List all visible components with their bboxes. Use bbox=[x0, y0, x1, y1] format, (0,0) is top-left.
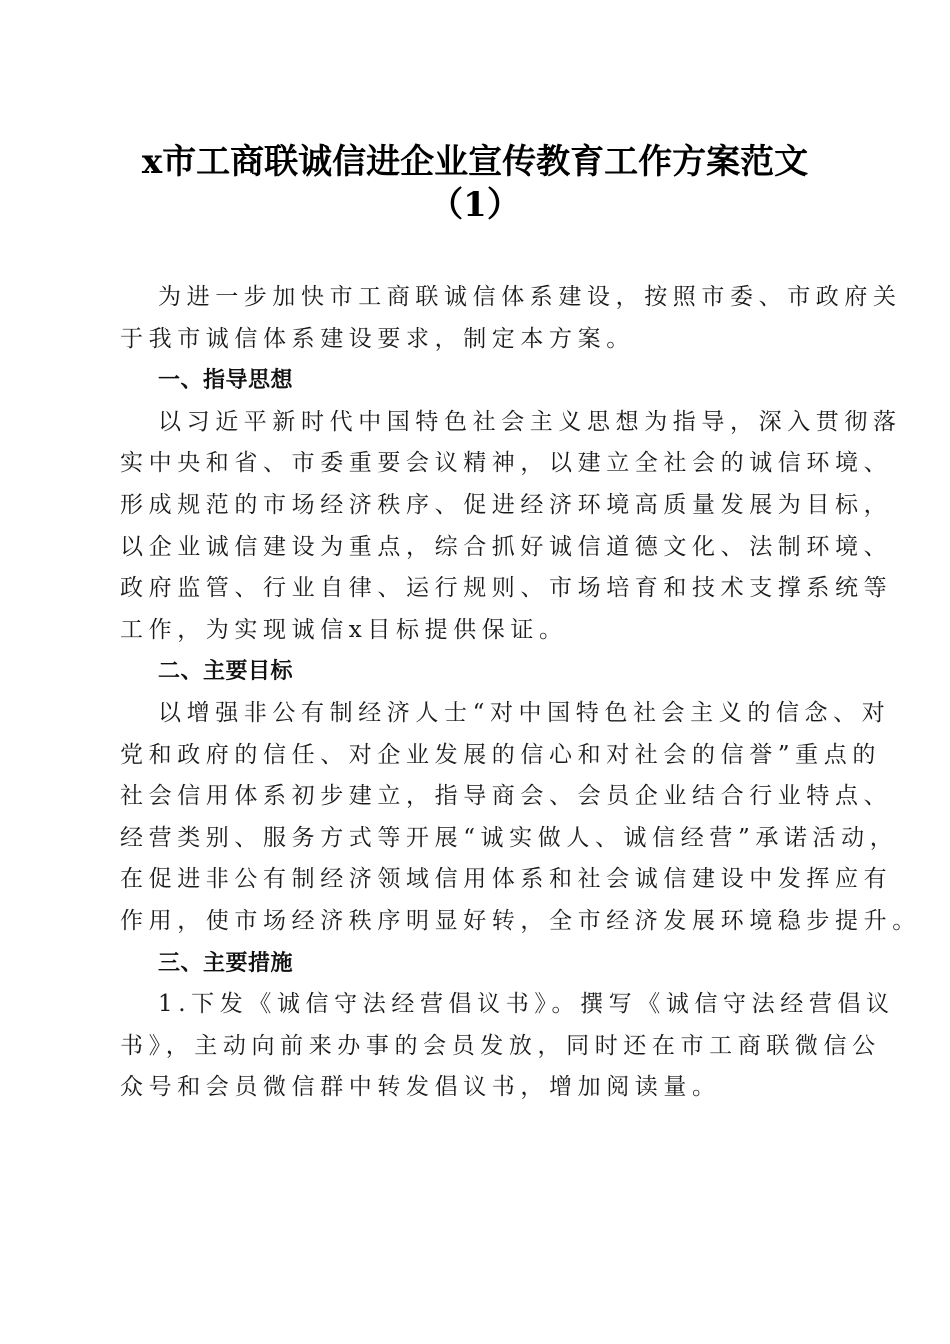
text-line: 社会信用体系初步建立，指导商会、会员企业结合行业特点、 bbox=[120, 783, 893, 810]
document-title-number: （1） bbox=[429, 185, 521, 225]
text-line: 形成规范的市场经济秩序、促进经济环境高质量发展为目标， bbox=[120, 491, 893, 518]
text-line: 众号和会员微信群中转发倡议书，增加阅读量。 bbox=[120, 1074, 721, 1101]
text-line: 工作，为实现诚信x目标提供保证。 bbox=[120, 616, 568, 643]
section-heading-guiding-ideology: 一、指导思想 bbox=[158, 368, 294, 394]
document-title: x市工商联诚信进企业宣传教育工作方案范文 bbox=[141, 142, 809, 182]
text-line: 为进一步加快市工商联诚信体系建设，按照市委、市政府关 bbox=[158, 284, 902, 310]
text-line: 经营类别、服务方式等开展“诚实做人、诚信经营”承诺活动， bbox=[120, 824, 899, 851]
text-line: 以企业诚信建设为重点，综合抓好诚信道德文化、法制环境、 bbox=[120, 533, 893, 560]
text-line: 党和政府的信任、对企业发展的信心和对社会的信誉”重点的 bbox=[120, 741, 881, 768]
section-heading-main-goals: 二、主要目标 bbox=[158, 659, 294, 685]
text-line: 以习近平新时代中国特色社会主义思想为指导，深入贯彻落 bbox=[158, 408, 902, 435]
text-line: 在促进非公有制经济领域信用体系和社会诚信建设中发挥应有 bbox=[120, 866, 893, 893]
text-line: 作用，使市场经济秩序明显好转，全市经济发展环境稳步提升。 bbox=[120, 907, 921, 934]
section-heading-main-measures: 三、主要措施 bbox=[158, 950, 294, 976]
section-paragraph-guiding-ideology bbox=[120, 402, 902, 652]
section-paragraph-main-goals bbox=[120, 693, 921, 943]
text-line: 于我市诚信体系建设要求，制定本方案。 bbox=[120, 325, 635, 352]
text-line: 以增强非公有制经济人士“对中国特色社会主义的信念、对 bbox=[158, 699, 891, 726]
text-line: 书》，主动向前来办事的会员发放，同时还在市工商联微信公 bbox=[120, 1032, 881, 1059]
intro-paragraph bbox=[120, 277, 902, 360]
document-body bbox=[120, 277, 921, 1109]
text-line: 政府监管、行业自律、运行规则、市场培育和技术支撑系统等 bbox=[120, 575, 893, 602]
text-line: 1.下发《诚信守法经营倡议书》。撰写《诚信守法经营倡议 bbox=[158, 991, 895, 1018]
text-line: 实中央和省、市委重要会议精神，以建立全社会的诚信环境、 bbox=[120, 450, 893, 477]
section-paragraph-main-measures bbox=[120, 984, 895, 1109]
